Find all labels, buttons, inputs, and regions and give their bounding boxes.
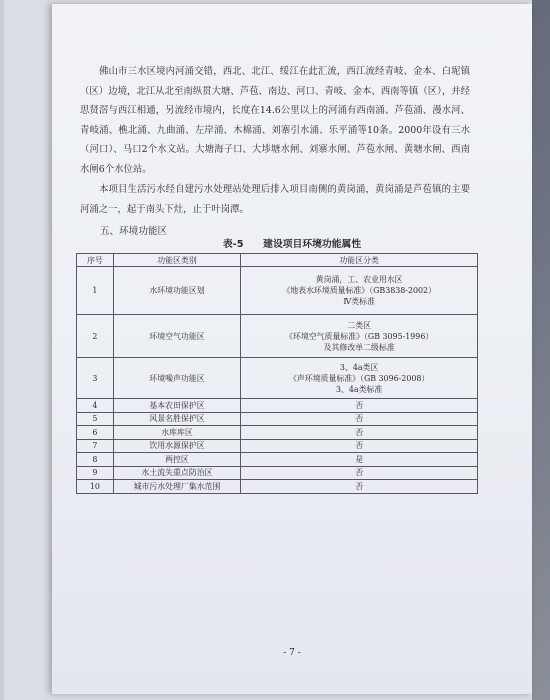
cell-no: 10 bbox=[77, 480, 114, 494]
cell-category: 城市污水处理厂集水范围 bbox=[113, 480, 241, 494]
table-row bbox=[77, 399, 478, 413]
classification-line: 黄岗涌，工、农业用水区 bbox=[315, 275, 403, 284]
section-heading: 五、环境功能区 bbox=[100, 226, 168, 237]
table-row bbox=[77, 480, 478, 494]
document-page bbox=[52, 4, 532, 694]
cell-classification bbox=[241, 480, 478, 494]
cell-no: 2 bbox=[77, 315, 114, 358]
header-no: 序号 bbox=[77, 254, 114, 267]
table-row bbox=[77, 466, 478, 480]
classification-line: 否 bbox=[355, 468, 364, 478]
cell-category: 环境空气功能区 bbox=[113, 315, 241, 358]
classification-line: 否 bbox=[355, 414, 364, 424]
table-row bbox=[77, 315, 478, 358]
table-row bbox=[77, 426, 478, 440]
paragraph-sewage: 本项目生活污水经自建污水处理站处理后排入项目南侧的黄岗涌，黄岗涌是芦苞镇的主要河涌之一，起于南头下灶，止于叶岗潭。 bbox=[80, 184, 470, 215]
cell-category: 饮用水源保护区 bbox=[113, 439, 241, 453]
cell-classification bbox=[241, 315, 478, 358]
cell-category: 水土流失重点防治区 bbox=[113, 466, 241, 480]
classification-line: 及其修改单二级标准 bbox=[323, 342, 395, 352]
cell-classification bbox=[241, 453, 478, 467]
cell-category: 基本农田保护区 bbox=[113, 399, 241, 413]
table-row bbox=[77, 453, 478, 467]
cell-category: 环境噪声功能区 bbox=[113, 358, 241, 399]
cell-category: 两控区 bbox=[113, 453, 241, 467]
table-caption: 表-5 建设项目环境功能属性 bbox=[222, 239, 362, 250]
cell-no: 7 bbox=[77, 439, 114, 453]
cell-category: 水环境功能区划 bbox=[113, 267, 241, 315]
classification-line: 3、4a类区 bbox=[339, 362, 379, 372]
cell-classification bbox=[241, 439, 478, 453]
classification-line: 否 bbox=[355, 441, 364, 451]
classification-line: 3、4a类标准 bbox=[335, 384, 383, 394]
cell-no: 6 bbox=[77, 426, 114, 440]
function-attribute-table bbox=[76, 253, 478, 494]
table-row bbox=[77, 439, 478, 453]
cell-classification bbox=[241, 399, 478, 413]
cell-classification bbox=[241, 267, 478, 315]
cell-no: 3 bbox=[77, 358, 114, 399]
classification-line: Ⅳ类标准 bbox=[343, 297, 375, 306]
cell-no: 8 bbox=[77, 453, 114, 467]
classification-line: 否 bbox=[355, 400, 364, 410]
cell-classification bbox=[241, 466, 478, 480]
classification-line: 否 bbox=[355, 427, 364, 437]
cell-classification bbox=[241, 358, 478, 399]
classification-line: 是 bbox=[355, 454, 364, 464]
cell-category: 水库库区 bbox=[113, 426, 241, 440]
cell-classification bbox=[241, 412, 478, 426]
cell-classification bbox=[241, 426, 478, 440]
cell-category: 风景名胜保护区 bbox=[113, 412, 241, 426]
table-row bbox=[77, 358, 478, 399]
cell-no: 5 bbox=[77, 412, 114, 426]
table-row bbox=[77, 412, 478, 426]
table-header-row bbox=[77, 254, 478, 267]
table-row bbox=[77, 267, 478, 315]
cell-no: 1 bbox=[77, 267, 114, 315]
paragraph-rivers: 佛山市三水区境内河涌交错，西北、北江、绥江在此汇流，西江流经青岐、金本、白坭镇（区）边境，北江从北至南纵贯大塘、芦苞、南边、河口、青岐、金本、西南等镇（区），并经思贤滘与西江相通，另流经市境内，长度在14.6公里以上的河涌有西南涌、芦苞涌、漫水河、青岐涌、樵北涌、九曲涌、左岸涌、木棉涌、刘寨引水涌、乐平涌等10条。2000年设有三水（河口）、马口2个水文站。大塘海子口、大埗塘水闸、刘寨水闸、芦苞水闸、黄塘水闸、西南水闸6个水位站。 bbox=[80, 66, 470, 175]
cell-no: 4 bbox=[77, 399, 114, 413]
classification-line: 否 bbox=[355, 481, 364, 491]
page-number: - 7 - bbox=[283, 648, 301, 658]
classification-line: 《环境空气质量标准》（GB 3095-1996） bbox=[285, 331, 434, 341]
classification-line: 《声环境质量标准》（GB 3096-2008） bbox=[288, 373, 430, 383]
classification-line: 《地表水环境质量标准》（GB3838-2002） bbox=[282, 286, 436, 295]
classification-line: 二类区 bbox=[347, 320, 371, 330]
header-classification: 功能区分类 bbox=[241, 254, 478, 267]
cell-no: 9 bbox=[77, 466, 114, 480]
header-category: 功能区类别 bbox=[113, 254, 241, 267]
